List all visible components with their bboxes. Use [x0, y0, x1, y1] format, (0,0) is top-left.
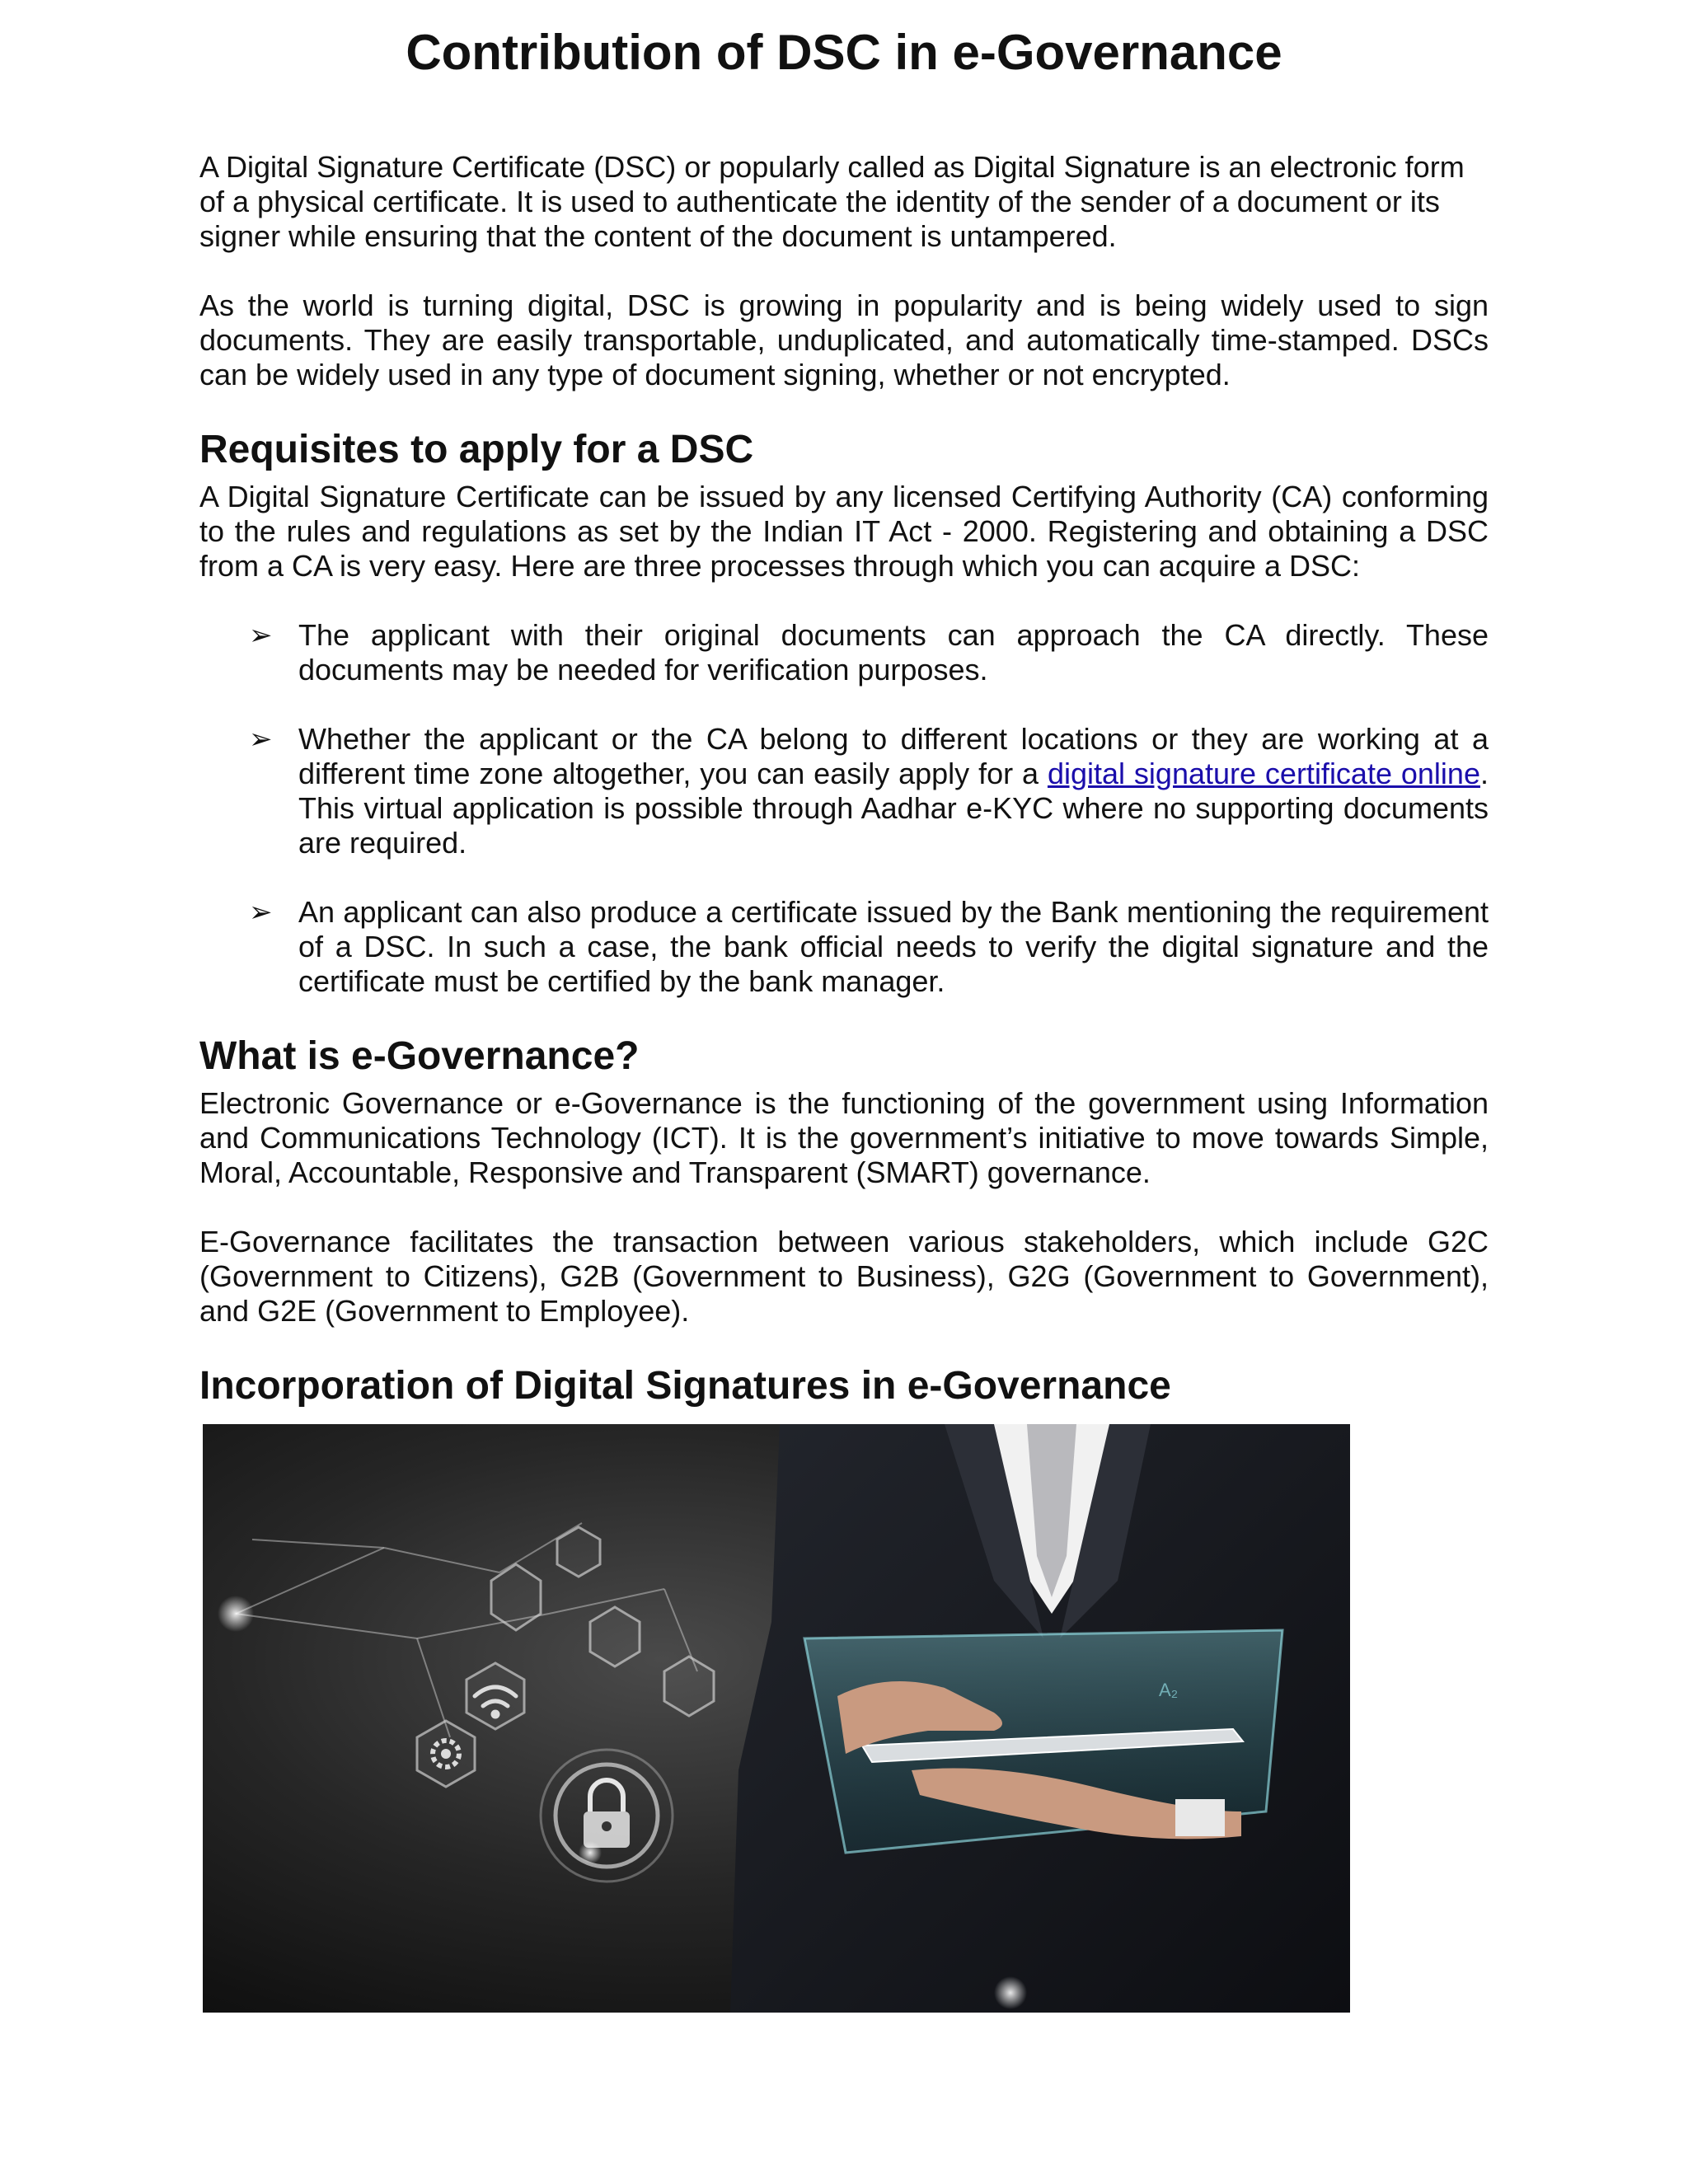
list-item [199, 618, 1489, 687]
tablet-text: A₂ [1159, 1680, 1179, 1700]
arrow-bullet-icon: ➢ [249, 896, 273, 929]
requisites-heading: Requisites to apply for a DSC [199, 428, 754, 471]
hexagon-icons [417, 1527, 714, 1787]
incorporation-heading: Incorporation of Digital Signatures in e-Governance [199, 1364, 1171, 1408]
document-body [199, 150, 1489, 2013]
egov-paragraph-1: Electronic Governance or e-Governance is the functioning of the government using Information and Communications Technology (ICT). It is the government’s initiative to move towards Simple, Moral, Accountable, Responsive and Transparent (SMART) governance. [199, 1086, 1489, 1189]
light-glow [579, 1841, 602, 1864]
dsc-online-link[interactable]: digital signature certificate online [1047, 757, 1480, 790]
illustration [203, 1424, 1350, 2013]
bullet-text-1: The applicant with their original documents can approach the CA directly. These documents may be needed for verification purposes. [298, 618, 1489, 687]
intro-paragraph-2: As the world is turning digital, DSC is growing in popularity and is being widely used to sign documents. They are easily transportable, unduplicated, and automatically time-stamped. DSCs can be widely used in any type of document signing, whether or not encrypted. [199, 288, 1489, 391]
businessman-tablet-image [203, 1424, 1350, 2013]
arrow-bullet-icon: ➢ [249, 619, 273, 652]
list-item [199, 895, 1489, 999]
light-glow [994, 1976, 1027, 2009]
lock-icon [541, 1750, 673, 1882]
egov-paragraph-2: E-Governance facilitates the transaction between various stakeholders, which include G2C (Government to Citizens), G2B (Government to Business), G2G (Government to Government), and G2E (Government to Employee). [199, 1225, 1489, 1328]
list-item [199, 722, 1489, 860]
intro-paragraph-1: A Digital Signature Certificate (DSC) or popularly called as Digital Signature is an electronic form of a physical certificate. It is used to authenticate the identity of the sender of a document or its signer while ensuring that the content of the document is untampered. [199, 150, 1465, 253]
requisites-paragraph: A Digital Signature Certificate can be issued by any licensed Certifying Authority (CA) conforming to the rules and regulations as set by the Indian IT Act - 2000. Registering and obtaining a DSC from a CA is very easy. Here are three processes through which you can acquire a DSC: [199, 480, 1489, 583]
bullet-text-2-before: Whether the applicant or the CA belong to different locations or they are working at a different time zone altogether, you can easily apply for a [298, 722, 1489, 790]
page-title: Contribution of DSC in e-Governance [406, 25, 1282, 80]
shirt-cuff [1175, 1799, 1225, 1836]
requisites-bullet-list [199, 618, 1489, 999]
light-glow [218, 1596, 254, 1632]
bullet-text-3: An applicant can also produce a certificate issued by the Bank mentioning the requirement of a DSC. In such a case, the bank official needs to verify the digital signature and the certificate must be certified by the bank manager. [298, 895, 1489, 998]
arrow-bullet-icon: ➢ [249, 723, 273, 756]
bullet-text-2-after: . This virtual application is possible through Aadhar e-KYC where no supporting documents are required. [298, 757, 1489, 860]
egov-heading: What is e-Governance? [199, 1034, 640, 1078]
